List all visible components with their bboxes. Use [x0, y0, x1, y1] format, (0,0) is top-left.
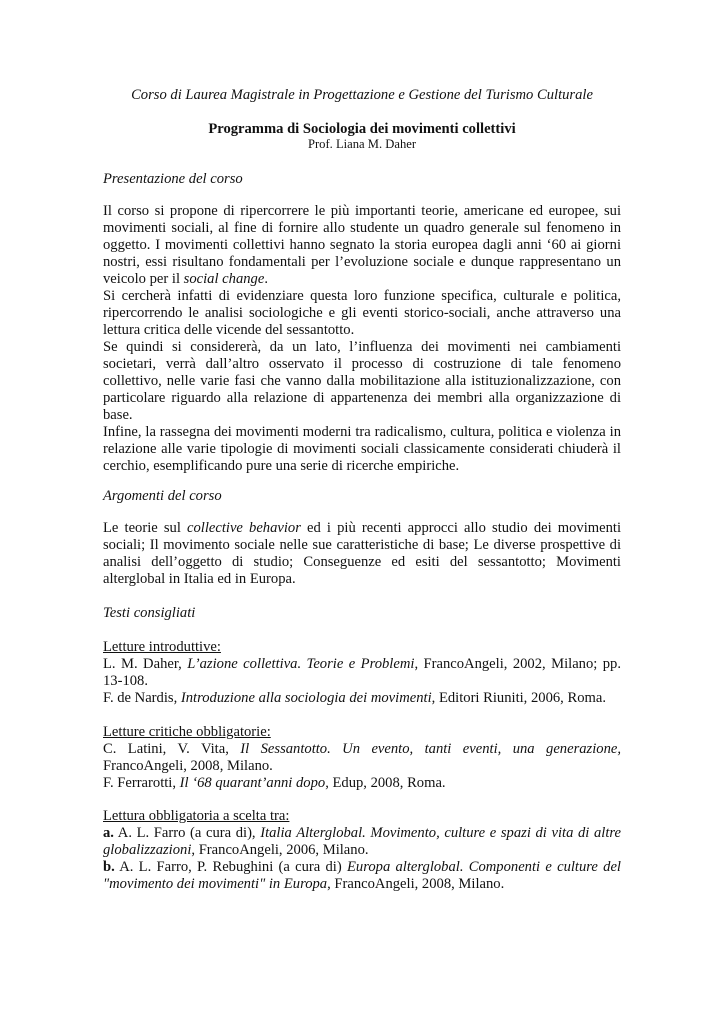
course-title-text: Corso di Laurea Magistrale in Progettazione e Gestione del Turismo Culturale: [131, 87, 593, 103]
section-heading-topics: [103, 488, 621, 505]
option-marker-b: b.: [103, 859, 115, 875]
ref-title: Introduzione alla sociologia dei movimenti: [180, 690, 432, 706]
ref-title: Italia Alterglobal. Movimento, culture e spazi di vita di altre globalizzazioni: [103, 825, 621, 858]
presentation-heading: Presentazione del corso: [103, 171, 243, 187]
topics-text-end: ed i più recenti approcci allo studio dei movimenti sociali; Il movimento sociale nelle sue caratteristiche di base; Le diverse prospettive di analisi dell’oggetto di studio; Conseguenze ed esiti del sessantotto; Movimenti alterglobal in Italia ed in Europa.: [103, 520, 621, 587]
critical-reference-2: [103, 775, 621, 792]
p1-text: Il corso si propone di ripercorrere le più importanti teorie, americane ed europee, sui movimenti sociali, al fine di fornire allo studente un quadro generale sul fenomeno in oggetto. I movimenti collettivi hanno segnato la storia europea dagli anni ‘60 ai giorni nostri, essi risultano fondamentali per l’evoluzione sociale e dunque rappresentano un veicolo per il: [103, 203, 621, 287]
choice-readings-label: Lettura obbligatoria a scelta tra:: [103, 808, 290, 824]
intro-reference-2: [103, 690, 621, 707]
critical-reference-1: [103, 741, 621, 775]
section-heading-texts: [103, 605, 621, 622]
presentation-body: [103, 203, 621, 475]
presentation-paragraph-2: Si cercherà infatti di evidenziare questa loro funzione specifica, culturale e politica, ripercorrendo le analisi sociologiche e gli eventi storico-sociali, anche attraverso una lettura critica delle vicende del sessantotto.: [103, 288, 621, 338]
p1-emphasis: social change: [183, 271, 265, 287]
topics-body: [103, 520, 621, 588]
p1-end: .: [264, 271, 268, 287]
document-title: Programma di Sociologia dei movimenti collettivi: [208, 121, 516, 137]
ref-title: Il ‘68 quarant’anni dopo: [179, 775, 326, 791]
critical-readings: [103, 724, 621, 792]
intro-readings: [103, 639, 621, 707]
intro-reference-1: [103, 656, 621, 690]
professor-name: Prof. Liana M. Daher: [307, 137, 417, 151]
ref-author: C. Latini, V. Vita,: [103, 741, 241, 757]
topics-paragraph: [103, 520, 621, 588]
ref-author: F. Ferrarotti,: [103, 775, 180, 791]
critical-readings-label: Letture critiche obbligatorie:: [103, 724, 271, 740]
ref-author: A. L. Farro, P. Rebughini (a cura di): [114, 859, 347, 875]
ref-publisher: , FrancoAngeli, 2006, Milano.: [191, 842, 369, 858]
ref-author: A. L. Farro (a cura di),: [113, 825, 261, 841]
ref-title: L’azione collettiva. Teorie e Problemi: [187, 656, 415, 672]
ref-author: F. de Nardis,: [103, 690, 181, 706]
ref-publisher: , FrancoAngeli, 2008, Milano.: [327, 876, 505, 892]
ref-publisher: , Editori Riuniti, 2006, Roma.: [431, 690, 606, 706]
course-title: [103, 87, 621, 104]
ref-author: L. M. Daher,: [103, 656, 188, 672]
option-marker-a: a.: [103, 825, 114, 841]
ref-publisher: FrancoAngeli, 2008, Milano.: [103, 758, 273, 774]
ref-title: Europa alterglobal. Componenti e culture del "movimento dei movimenti" in Europa: [103, 859, 621, 892]
presentation-paragraph-1: [103, 203, 621, 288]
intro-readings-label: Letture introduttive:: [103, 639, 221, 655]
texts-heading: Testi consigliati: [103, 605, 196, 621]
ref-title: Il Sessantotto. Un evento, tanti eventi, una generazione,: [240, 741, 622, 757]
ref-publisher: , FrancoAngeli, 2002, Milano; pp. 13-108.: [103, 656, 621, 689]
topics-emphasis: collective behavior: [187, 520, 301, 536]
topics-text-start: Le teorie sul: [103, 520, 187, 536]
choice-reference-b: [103, 859, 621, 893]
presentation-paragraph-3: Se quindi si considererà, da un lato, l’influenza dei movimenti nei cambiamenti societari, verrà dall’altro osservato il processo di costruzione di tale fenomeno collettivo, nelle varie fasi che vanno dalla mobilitazione alla istituzionalizzazione, con particolare riguardo alla relazione di appartenenza dei membri alla organizzazione di base.: [103, 339, 621, 423]
choice-readings: [103, 808, 621, 893]
section-heading-presentation: [103, 171, 621, 188]
presentation-paragraph-4: Infine, la rassegna dei movimenti moderni tra radicalismo, cultura, politica e violenza in relazione alle varie tipologie di movimenti sociali classicamente considerati chiuderà il cerchio, esemplificando pure una serie di ricerche empiriche.: [103, 424, 621, 474]
choice-reference-a: [103, 825, 621, 859]
ref-publisher: , Edup, 2008, Roma.: [325, 775, 446, 791]
topics-heading: Argomenti del corso: [103, 488, 222, 504]
